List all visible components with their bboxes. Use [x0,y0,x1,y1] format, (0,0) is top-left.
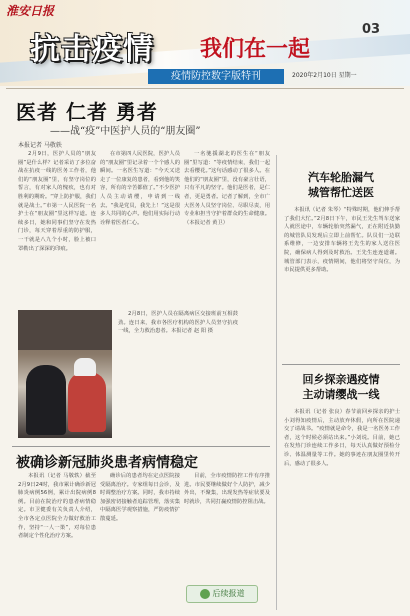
lead-byline: 本报记者 马敬轶 [18,142,62,149]
column-divider [276,155,277,610]
right-divider [282,364,400,365]
right-headline-1: 汽车轮胎漏气 城管帮忙送医 [308,171,374,199]
photo-caption: 2月8日，医护人员在隔离病区交接班前互相鼓劲。连日来，我市各医疗机构的医护人员坚守抗疫一线，全力救治患者。本报记者 赵 阳 摄 [118,311,238,335]
right-headline-2: 回乡探亲遇疫情 主动请缨战一线 [302,373,380,401]
photo-background [18,310,112,350]
story-divider [12,446,270,447]
lead-column-3: 一名驰援湖北的医生在“朋友圈”里写道：“等疫情结束，我们一起去看樱花。”这句话感动了很多人。在他们的“朋友圈”里，没有豪言壮语，只有平凡的坚守。他们是医者，是仁者，更是勇者。记者了解到，全市广大医务人员坚守岗位、尽职尽责，用专业和担当守护着群众的生命健康。（本报记者 黄卫） [184,151,270,226]
photo-figure-right [68,372,106,432]
lead-subheadline: ——战“疫”中医护人员的“朋友圈” [50,126,201,137]
issue-date: 2020年2月10日 星期一 [292,72,357,79]
news-photo [18,310,112,438]
right-story-2-body: 本报讯（记者 张良）春节前回乡探亲的护士小刘得知疫情后，主动放弃休假，向所在医院递交了请战书。“疫情就是命令，我是一名医务工作者，这个时候必须站出来。”小刘说。目前，她已在发热门诊连续工作多日，每天认真做好预检分诊、体温测量等工作。她的事迹在朋友圈里传开后，感动了很多人。 [284,409,400,467]
right-story-1-body: 本报讯（记者 朱琴）“特殊时期，他们伸手帮了我们大忙。”2月8日下午，市民王先生驾车送家人就医途中，车辆轮胎突然漏气，正在附近执勤的城管队员发现后立即上前帮忙。队员们一边联系维修，一边安排车辆将王先生的家人送往医院，确保病人得到及时救治。王先生连连道谢。城管部门表示，疫情期间，他们将坚守岗位，为市民提供更多帮助。 [284,207,400,274]
page-number: 03 [362,22,381,37]
special-edition-banner: 疫情防控数字版特刊 [148,69,284,84]
special-title: 抗击疫情 [30,32,154,67]
photo-figure-cap [74,358,96,376]
leaf-icon [200,589,210,599]
lead-column-2: 在市第四人民医院，医护人员的“朋友圈”里记录着一个个感人的瞬间。一名医生写道：“今天又送走了一位康复的患者，看到他的笑容，所有的辛苦都值了。”不少医护人员主动请缨，申请到一线去。“我是党员，我先上！”这是很多人共同的心声。他们用实际行动诠释着医者仁心。 [100,151,180,226]
second-headline: 被确诊新冠肺炎患者病情稳定 [16,455,198,471]
second-column-1: 本报讯（记者 马敬轶）截至2月9日24时，我市累计确诊新冠肺炎病例56例，累计出院病例8例。目前在院治疗的患者病情稳定。市卫健委有关负责人介绍，全市各定点医院全力做好救治工作，坚持“一人一策”，对每位患者制定个性化治疗方案。 [18,473,96,540]
second-column-3: 目前，全市疫情防控工作有序推进。市民要继续做好个人防护，减少外出，不聚集，出现发热等症状要及时就诊，共同打赢疫情防控阻击战。 [184,473,270,505]
follow-up-report-badge: 后续报道 [186,585,258,603]
lead-column-1: 2月9日，医护人员的“朋友圈”是什么样？记者采访了多位奋战在抗疫一线的医务工作者，他们的“朋友圈”里，有坚守岗位的誓言，有对家人的愧疚，也有对胜利的期盼。“穿上防护服，我们就是战士。”市第一人民医院一名护士在“朋友圈”里这样写道。连续多日，她和同事们坚守在发热门诊，每天穿着厚重的防护服，一干就是八九个小时，脸上被口罩勒出了深深的印痕。 [18,151,96,252]
header-divider [6,88,404,89]
lead-headline: 医者 仁者 勇者 [16,100,158,124]
photo-figure-left [26,365,66,435]
paper-name: 淮安日报 [6,4,55,18]
slogan: 我们在一起 [200,37,311,62]
second-column-2: 确诊后的患者均在定点医院接受隔离治疗。专家组每日会诊，及时调整治疗方案。同时，我市持续加强密切接触者追踪管理，落实集中隔离医学观察措施，严防疫情扩散蔓延。 [100,473,180,522]
